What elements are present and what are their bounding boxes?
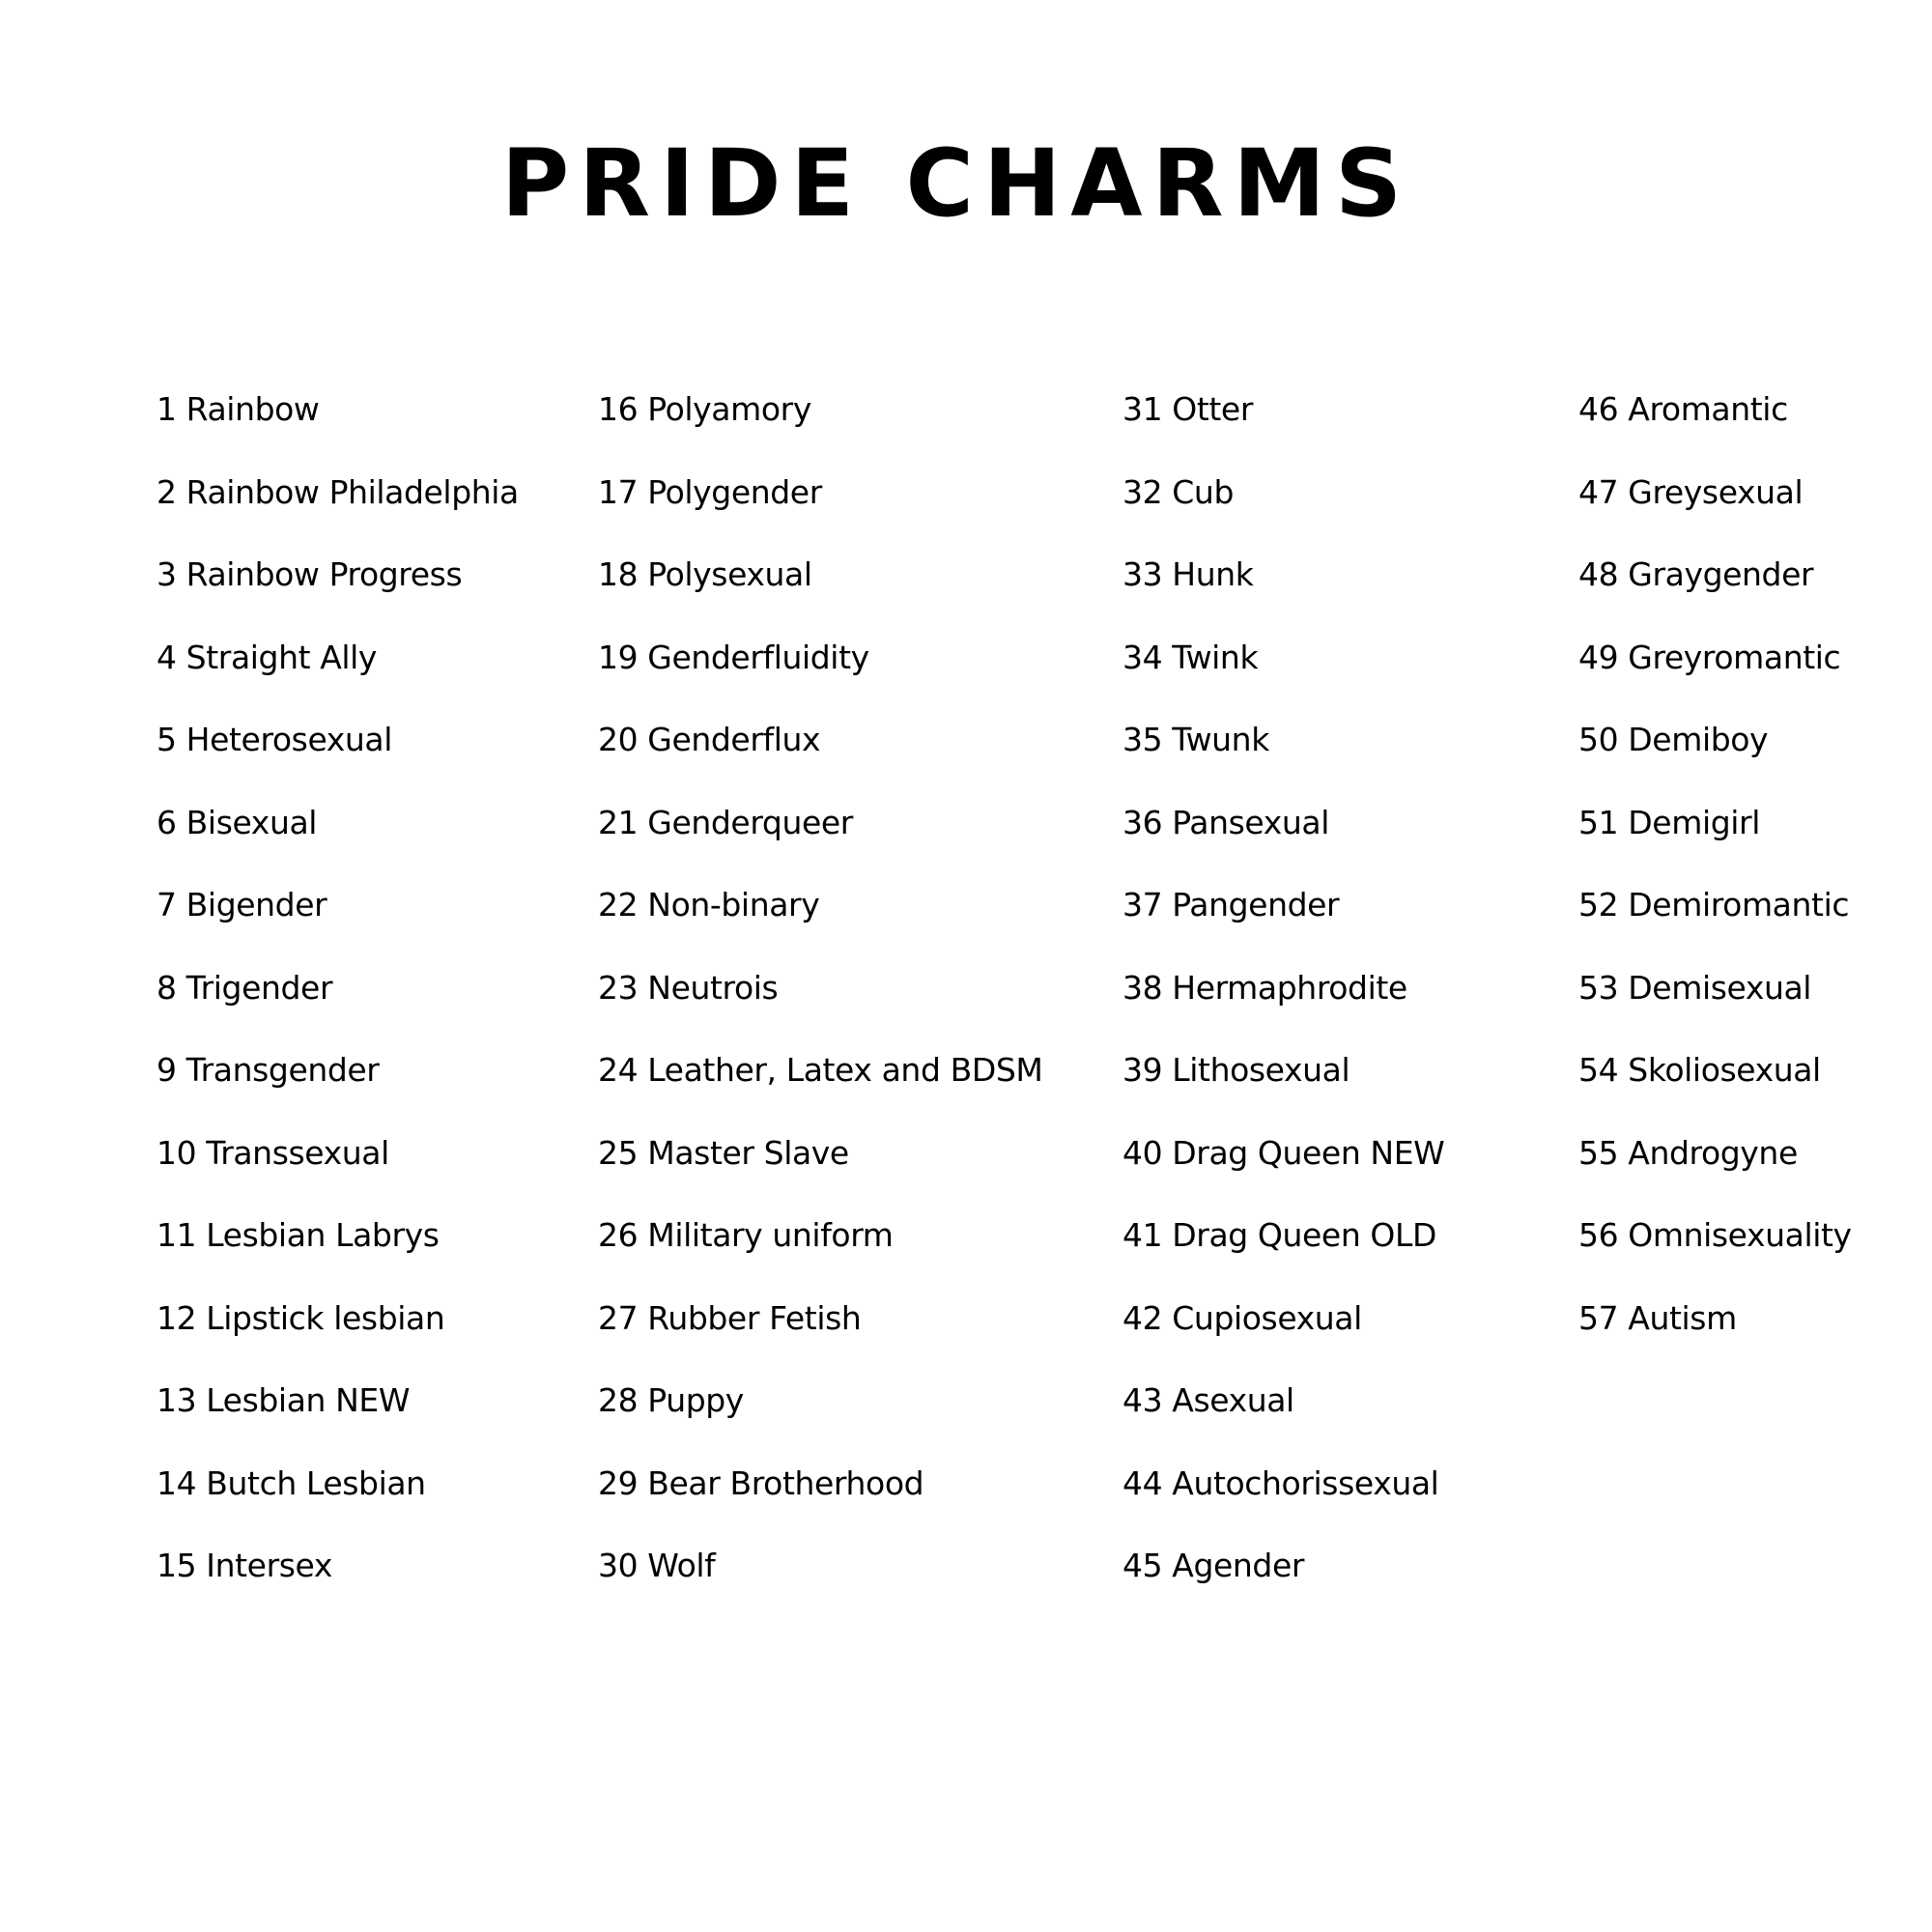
list-item: 54 Skoliosexual xyxy=(1578,1051,1821,1089)
list-item: 37 Pangender xyxy=(1122,886,1340,923)
list-item: 50 Demiboy xyxy=(1578,721,1769,758)
list-item: 42 Cupiosexual xyxy=(1122,1298,1362,1337)
list-item: 29 Bear Brotherhood xyxy=(598,1463,924,1502)
list-item: 16 Polyamory xyxy=(598,390,811,428)
list-item: 23 Neutrois xyxy=(598,968,779,1007)
list-item: 47 Greysexual xyxy=(1578,472,1804,511)
list-item: 45 Agender xyxy=(1122,1547,1305,1584)
list-item: 20 Genderflux xyxy=(598,721,821,758)
list-item: 22 Non-binary xyxy=(598,886,820,923)
list-item: 30 Wolf xyxy=(598,1547,716,1584)
list-item: 51 Demigirl xyxy=(1578,803,1760,841)
list-item: 25 Master Slave xyxy=(598,1133,849,1172)
list-item: 5 Heterosexual xyxy=(156,721,393,758)
list-item: 24 Leather, Latex and BDSM xyxy=(598,1051,1043,1089)
charm-column-1 xyxy=(156,383,519,1622)
list-item: 2 Rainbow Philadelphia xyxy=(156,472,519,511)
list-item: 41 Drag Queen OLD xyxy=(1122,1216,1436,1254)
list-item: 13 Lesbian NEW xyxy=(156,1381,411,1419)
list-item: 53 Demisexual xyxy=(1578,968,1812,1007)
list-item: 7 Bigender xyxy=(156,886,327,923)
list-item: 12 Lipstick lesbian xyxy=(156,1298,445,1337)
page-title: PRIDE CHARMS xyxy=(500,129,1412,238)
list-item: 10 Transsexual xyxy=(156,1133,389,1172)
list-item: 57 Autism xyxy=(1578,1298,1737,1337)
list-item: 55 Androgyne xyxy=(1578,1133,1798,1172)
list-item: 40 Drag Queen NEW xyxy=(1122,1133,1445,1172)
charm-column-4 xyxy=(1578,383,1852,1374)
list-item: 18 Polysexual xyxy=(598,555,812,593)
charm-column-3 xyxy=(1122,383,1444,1622)
list-item: 8 Trigender xyxy=(156,968,333,1007)
list-item: 46 Aromantic xyxy=(1578,390,1788,428)
list-item: 56 Omnisexuality xyxy=(1578,1216,1852,1254)
list-item: 34 Twink xyxy=(1122,638,1259,676)
list-item: 52 Demiromantic xyxy=(1578,886,1850,923)
list-item: 4 Straight Ally xyxy=(156,638,378,676)
list-item: 14 Butch Lesbian xyxy=(156,1463,426,1502)
list-item: 32 Cub xyxy=(1122,472,1234,511)
list-item: 3 Rainbow Progress xyxy=(156,555,463,593)
list-item: 11 Lesbian Labrys xyxy=(156,1216,440,1254)
list-item: 43 Asexual xyxy=(1122,1381,1294,1419)
list-item: 28 Puppy xyxy=(598,1381,744,1419)
list-item: 17 Polygender xyxy=(598,472,822,511)
list-item: 6 Bisexual xyxy=(156,803,318,841)
list-item: 21 Genderqueer xyxy=(598,803,853,841)
list-item: 19 Genderfluidity xyxy=(598,638,869,676)
list-item: 27 Rubber Fetish xyxy=(598,1298,862,1337)
list-item: 15 Intersex xyxy=(156,1547,332,1584)
list-item: 49 Greyromantic xyxy=(1578,638,1841,676)
list-item: 39 Lithosexual xyxy=(1122,1051,1350,1089)
list-item: 33 Hunk xyxy=(1122,555,1254,593)
list-item: 38 Hermaphrodite xyxy=(1122,968,1407,1007)
list-item: 26 Military uniform xyxy=(598,1216,894,1254)
list-item: 31 Otter xyxy=(1122,390,1254,428)
list-item: 36 Pansexual xyxy=(1122,803,1329,841)
list-item: 9 Transgender xyxy=(156,1051,380,1089)
list-item: 35 Twunk xyxy=(1122,721,1269,758)
list-item: 44 Autochorissexual xyxy=(1122,1463,1439,1502)
charm-column-2 xyxy=(598,383,1042,1622)
list-item: 1 Rainbow xyxy=(156,390,320,428)
list-item: 48 Graygender xyxy=(1578,555,1814,593)
